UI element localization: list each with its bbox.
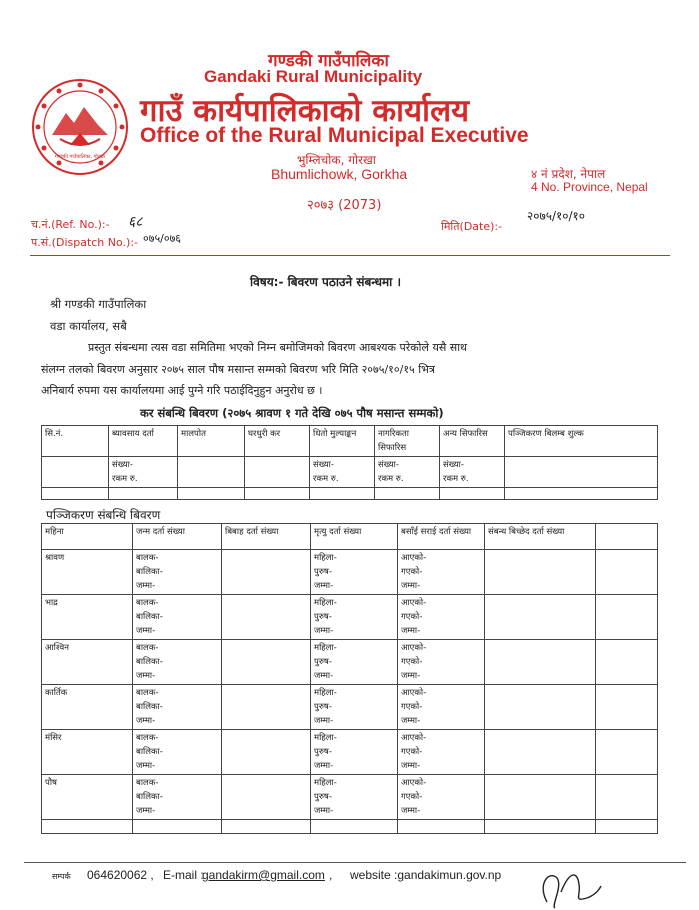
np-province: ४ नं प्रदेश, नेपाल	[531, 167, 606, 181]
reg-cell	[222, 775, 311, 820]
tax-cell	[310, 457, 375, 488]
dispatch-value: ०७५/०७६	[143, 232, 182, 245]
reg-cell	[133, 775, 222, 820]
np-office-name: गाउँ कार्यपालिकाको कार्यालय	[140, 93, 470, 129]
amount-label: रकम रु.	[313, 474, 339, 484]
reg-label: गएको-	[401, 612, 423, 622]
month-cell: श्रावण	[42, 550, 133, 595]
tax-cell	[178, 488, 245, 500]
reg-label: आएको-	[401, 598, 427, 608]
reg-cell	[596, 730, 658, 775]
reg-cell	[42, 820, 133, 834]
reg-cell	[596, 775, 658, 820]
reg-label: जम्मा-	[314, 671, 334, 681]
reg-label: पुरुष-	[314, 747, 332, 757]
reg-header: मृत्यु दर्ता संख्या	[311, 524, 398, 550]
reg-label: बालिका-	[136, 567, 163, 577]
amount-label: रकम रु.	[378, 474, 404, 484]
amount-label: रकम रु.	[443, 474, 469, 484]
reg-cell	[485, 820, 596, 834]
signature	[535, 862, 605, 910]
reg-label: महिला-	[314, 778, 337, 788]
reg-label: जम्मा-	[401, 716, 421, 726]
reg-header: संबन्ध बिच्छेद दर्ता संख्या	[485, 524, 596, 550]
reg-label: जम्मा-	[401, 671, 421, 681]
phone: 064620062 ,	[87, 868, 154, 882]
body-line3: अनिबार्य रुपमा यस कार्यालयमा आई पुग्ने गरि पठाईदिनुहुन अनुरोध छ ।	[41, 384, 323, 397]
month-cell: भाद्र	[42, 595, 133, 640]
reg-cell	[485, 730, 596, 775]
reg-cell	[596, 640, 658, 685]
dispatch-label: प.सं.(Dispatch No.):-	[31, 236, 139, 249]
reg-label: जम्मा-	[136, 626, 156, 636]
recipient-line2: वडा कार्यालय, सबै	[50, 319, 127, 333]
reg-cell	[398, 730, 485, 775]
en-office-name: Office of the Rural Municipal Executive	[140, 124, 529, 147]
reg-label: बालक-	[136, 778, 159, 788]
reg-header: जन्म दर्ता संख्या	[133, 524, 222, 550]
count-label: संख्या-	[112, 460, 133, 470]
tax-cell	[505, 488, 658, 500]
tax-header: अन्य सिफारिस	[440, 426, 505, 457]
reg-cell	[133, 685, 222, 730]
tax-cell	[109, 457, 178, 488]
reg-label: पुरुष-	[314, 612, 332, 622]
reg-cell	[485, 775, 596, 820]
reg-label: बालक-	[136, 598, 159, 608]
tax-cell	[42, 488, 109, 500]
reg-cell	[133, 820, 222, 834]
np-place: भुम्लिचोक, गोरखा	[297, 153, 376, 167]
header-rule	[30, 255, 670, 256]
month-cell: मंसिर	[42, 730, 133, 775]
reg-label: बालिका-	[136, 657, 163, 667]
reg-cell	[133, 595, 222, 640]
reg-cell	[398, 640, 485, 685]
reg-header: महिना	[42, 524, 133, 550]
reg-label: जम्मा-	[314, 626, 334, 636]
reg-cell	[398, 775, 485, 820]
reg-label: आएको-	[401, 688, 427, 698]
reg-label: जम्मा-	[136, 671, 156, 681]
reg-label: बालक-	[136, 553, 159, 563]
en-place: Bhumlichowk, Gorkha	[271, 166, 408, 182]
tax-cell	[375, 457, 440, 488]
reg-label: जम्मा-	[136, 716, 156, 726]
reg-cell	[222, 550, 311, 595]
recipient-line1: श्री गण्डकी गाउँपालिका	[50, 297, 147, 311]
reg-label: जम्मा-	[314, 806, 334, 816]
email-label: E-mail :	[163, 868, 204, 882]
tax-header: धितो मुल्याङ्कन	[310, 426, 375, 457]
reg-cell	[596, 595, 658, 640]
reg-label: महिला-	[314, 733, 337, 743]
reg-label: महिला-	[314, 553, 337, 563]
reg-cell	[222, 640, 311, 685]
ref-value: ६८	[128, 214, 143, 230]
tax-header: मालपोत	[178, 426, 245, 457]
reg-cell	[485, 595, 596, 640]
reg-label: जम्मा-	[401, 626, 421, 636]
reg-label: जम्मा-	[314, 716, 334, 726]
reg-label: जम्मा-	[136, 806, 156, 816]
en-province: 4 No. Province, Nepal	[531, 180, 648, 194]
reg-label: बालिका-	[136, 702, 163, 712]
np-municipality-name: गण्डकी गाउँपालिका	[268, 51, 389, 71]
reg-cell	[596, 685, 658, 730]
month-cell: कार्तिक	[42, 685, 133, 730]
reg-label: बालक-	[136, 688, 159, 698]
tax-header: घरधुरी कर	[245, 426, 310, 457]
reg-label: महिला-	[314, 688, 337, 698]
reg-cell	[398, 820, 485, 834]
reg-cell	[485, 640, 596, 685]
reg-label: आएको-	[401, 733, 427, 743]
reg-label: जम्मा-	[401, 581, 421, 591]
reg-cell	[311, 820, 398, 834]
subject: विषय:- बिवरण पठाउने संबन्धमा ।	[250, 275, 402, 289]
date-value: २०७५/१०/१०	[527, 209, 586, 223]
reg-cell	[311, 685, 398, 730]
tax-header: सि.नं.	[42, 426, 109, 457]
tax-cell	[310, 488, 375, 500]
reg-cell	[485, 550, 596, 595]
tax-cell	[505, 457, 658, 488]
tax-cell	[440, 488, 505, 500]
month-cell: आश्विन	[42, 640, 133, 685]
reg-cell	[222, 685, 311, 730]
date-label: मिति(Date):-	[441, 220, 503, 233]
tax-cell	[42, 457, 109, 488]
reg-cell	[311, 550, 398, 595]
reg-label: जम्मा-	[136, 761, 156, 771]
reg-label: जम्मा-	[314, 761, 334, 771]
reg-cell	[311, 730, 398, 775]
tax-table	[41, 425, 658, 500]
reg-header: बसाँई सराई दर्ता संख्या	[398, 524, 485, 550]
reg-cell	[133, 640, 222, 685]
reg-cell	[311, 775, 398, 820]
count-label: संख्या-	[313, 460, 334, 470]
reg-label: गएको-	[401, 702, 423, 712]
reg-label: पुरुष-	[314, 702, 332, 712]
reg-label: महिला-	[314, 643, 337, 653]
reg-cell	[222, 820, 311, 834]
reg-header	[596, 524, 658, 550]
reg-cell	[222, 595, 311, 640]
reg-label: महिला-	[314, 598, 337, 608]
reg-cell	[133, 550, 222, 595]
month-cell: पौष	[42, 775, 133, 820]
reg-label: गएको-	[401, 792, 423, 802]
amount-label: रकम रु.	[112, 474, 138, 484]
reg-label: जम्मा-	[314, 581, 334, 591]
seal-text: गण्डकी गाउँपालिका, गोरखा	[54, 154, 106, 160]
reg-label: बालिका-	[136, 792, 163, 802]
tax-cell	[109, 488, 178, 500]
tax-cell	[440, 457, 505, 488]
reg-cell	[222, 730, 311, 775]
tax-header: ब्यावसाय दर्ता	[109, 426, 178, 457]
reg-cell	[596, 820, 658, 834]
body-line1: प्रस्तुत संबन्धमा त्यस वडा समितिमा भएको निम्न बमोजिमको बिवरण आबश्यक परेकोले यसै साथ	[88, 341, 468, 354]
tax-table-title: कर संबन्धि बिवरण (२०७५ श्रावण १ गते देखि ०७५ पौष मसान्त सम्मको)	[140, 406, 444, 420]
year: २०७३ (2073)	[307, 198, 382, 213]
reg-cell	[311, 595, 398, 640]
reg-label: आएको-	[401, 553, 427, 563]
website: website :gandakimun.gov.np	[350, 868, 502, 882]
en-municipality-name: Gandaki Rural Municipality	[204, 67, 423, 86]
reg-label: गएको-	[401, 657, 423, 667]
reg-label: पुरुष-	[314, 567, 332, 577]
reg-label: बालिका-	[136, 747, 163, 757]
reg-label: जम्मा-	[401, 761, 421, 771]
reg-table-title: पञ्जिकरण संबन्धि बिवरण	[46, 508, 161, 522]
reg-cell	[398, 685, 485, 730]
tax-header: पञ्जिकरण बिलम्ब शुल्क	[505, 426, 658, 457]
reg-label: गएको-	[401, 747, 423, 757]
registration-table	[41, 523, 658, 834]
reg-cell	[311, 640, 398, 685]
reg-label: पुरुष-	[314, 657, 332, 667]
reg-label: आएको-	[401, 778, 427, 788]
reg-label: पुरुष-	[314, 792, 332, 802]
reg-label: आएको-	[401, 643, 427, 653]
municipality-seal	[30, 77, 130, 177]
tax-cell	[375, 488, 440, 500]
contact-label: सम्पर्क	[52, 872, 71, 881]
reg-header: बिबाह दर्ता संख्या	[222, 524, 311, 550]
reg-cell	[398, 550, 485, 595]
reg-label: जम्मा-	[401, 806, 421, 816]
reg-label: गएको-	[401, 567, 423, 577]
ref-label: च.नं.(Ref. No.):-	[31, 218, 110, 231]
reg-cell	[133, 730, 222, 775]
tax-cell	[245, 457, 310, 488]
reg-label: बालक-	[136, 643, 159, 653]
email-link[interactable]: gandakirm@gmail.com	[202, 868, 325, 882]
count-label: संख्या-	[378, 460, 399, 470]
tax-cell	[178, 457, 245, 488]
reg-label: जम्मा-	[136, 581, 156, 591]
reg-label: बालक-	[136, 733, 159, 743]
tax-cell	[245, 488, 310, 500]
reg-cell	[485, 685, 596, 730]
body-line2: संलग्न तलको बिवरण अनुसार २०७५ साल पौष मसान्त सम्मको बिवरण भरि मिति २०७५/१०/१५ भित्र	[41, 363, 435, 376]
count-label: संख्या-	[443, 460, 464, 470]
reg-cell	[596, 550, 658, 595]
reg-cell	[398, 595, 485, 640]
tax-header: नागरिकता सिफारिस	[375, 426, 440, 457]
reg-label: बालिका-	[136, 612, 163, 622]
footer-separator: ,	[329, 868, 333, 882]
